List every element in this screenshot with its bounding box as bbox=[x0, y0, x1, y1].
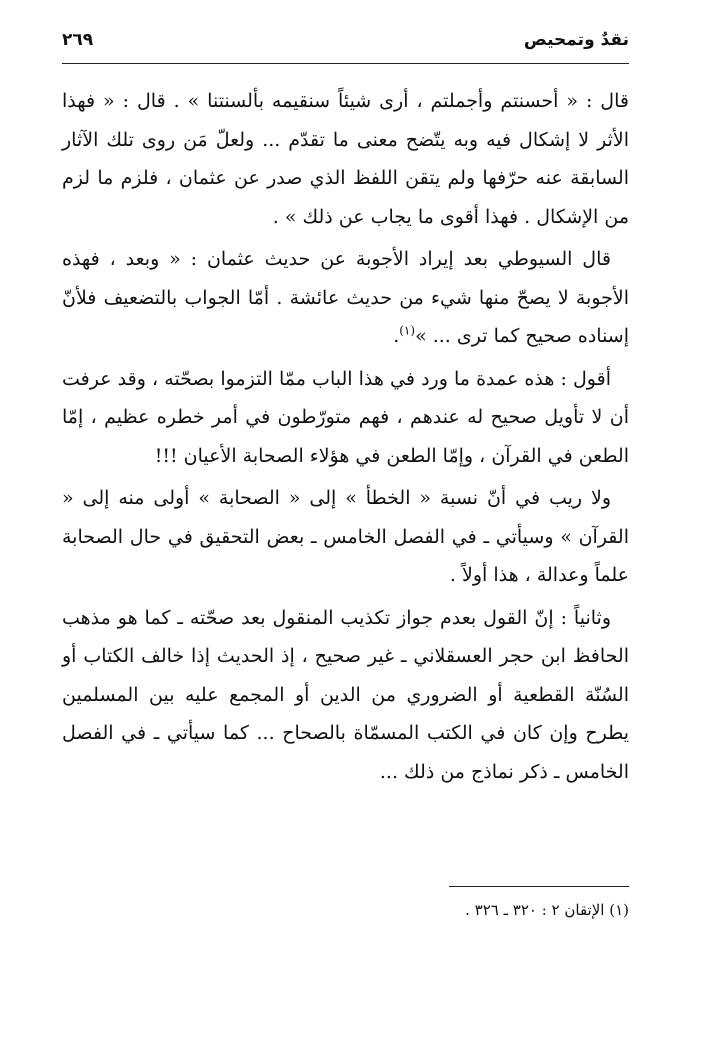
paragraph-4: ولا ريب في أنّ نسبة « الخطأ » إلى « الصحابة » أولى منه إلى « القرآن » وسيأتي ـ في الفصل الخامس ـ بعض التحقيق في حال الصحابة علماً وعدالة ، هذا أولاً . bbox=[62, 487, 629, 586]
running-head-title: نقدٌ وتمحيص bbox=[523, 30, 629, 50]
paragraph-2-end: . bbox=[393, 325, 400, 347]
paragraph-1: قال : « أحسنتم وأجملتم ، أرى شيئاً سنقيمه بألسنتنا » . قال : « فهذا الأثر لا إشكال فيه وبه يتّضح معنى ما تقدّم ... ولعلّ مَن روى تلك الآثار السابقة عنه حرّفها ولم يتقن اللفظ الذي صدر عن عثمان ، فلزم ما لزم من الإشكال . فهذا أقوى ما يجاب عن ذلك » . bbox=[62, 90, 629, 228]
footnote-rule bbox=[449, 886, 629, 887]
paragraph-2-text: قال السيوطي بعد إيراد الأجوبة عن حديث عثمان : « وبعد ، فهذه الأجوبة لا يصحّ منها شيء من حديث عائشة . أمّا الجواب بالتضعيف فلأنّ إسناده صحيح كما ترى ... » bbox=[62, 248, 629, 347]
paragraph-3: أقول : هذه عمدة ما ورد في هذا الباب ممّا التزموا بصحّته ، وقد عرفت أن لا تأويل صحيح له عندهم ، فهم متورّطون في أمر خطره عظيم ، إمّا الطعن في القرآن ، وإمّا الطعن في هؤلاء الصحابة الأعيان !!! bbox=[62, 367, 629, 467]
footnote-marker: (١) bbox=[399, 323, 416, 338]
paragraph-5: وثانياً : إنّ القول بعدم جواز تكذيب المنقول بعد صحّته ـ كما هو مذهب الحافظ ابن حجر العسقلاني ـ غير صحيح ، إذ الحديث إذا خالف الكتاب أو السُنّة القطعية أو الضروري من الدين أو المجمع عليه بين المسلمين يطرح وإن كان في الكتب المسمّاة بالصحاح ... كما سيأتي ـ في الفصل الخامس ـ ذكر نماذج من ذلك ... bbox=[62, 606, 629, 783]
main-text bbox=[62, 82, 629, 795]
header-rule bbox=[62, 63, 629, 64]
footnote: (١) الإتقان ٢ : ٣٢٠ ـ ٣٢٦ . bbox=[465, 901, 629, 919]
page-number: ٢٦٩ bbox=[62, 30, 94, 50]
running-head bbox=[62, 28, 629, 58]
paragraph-2 bbox=[62, 240, 629, 356]
